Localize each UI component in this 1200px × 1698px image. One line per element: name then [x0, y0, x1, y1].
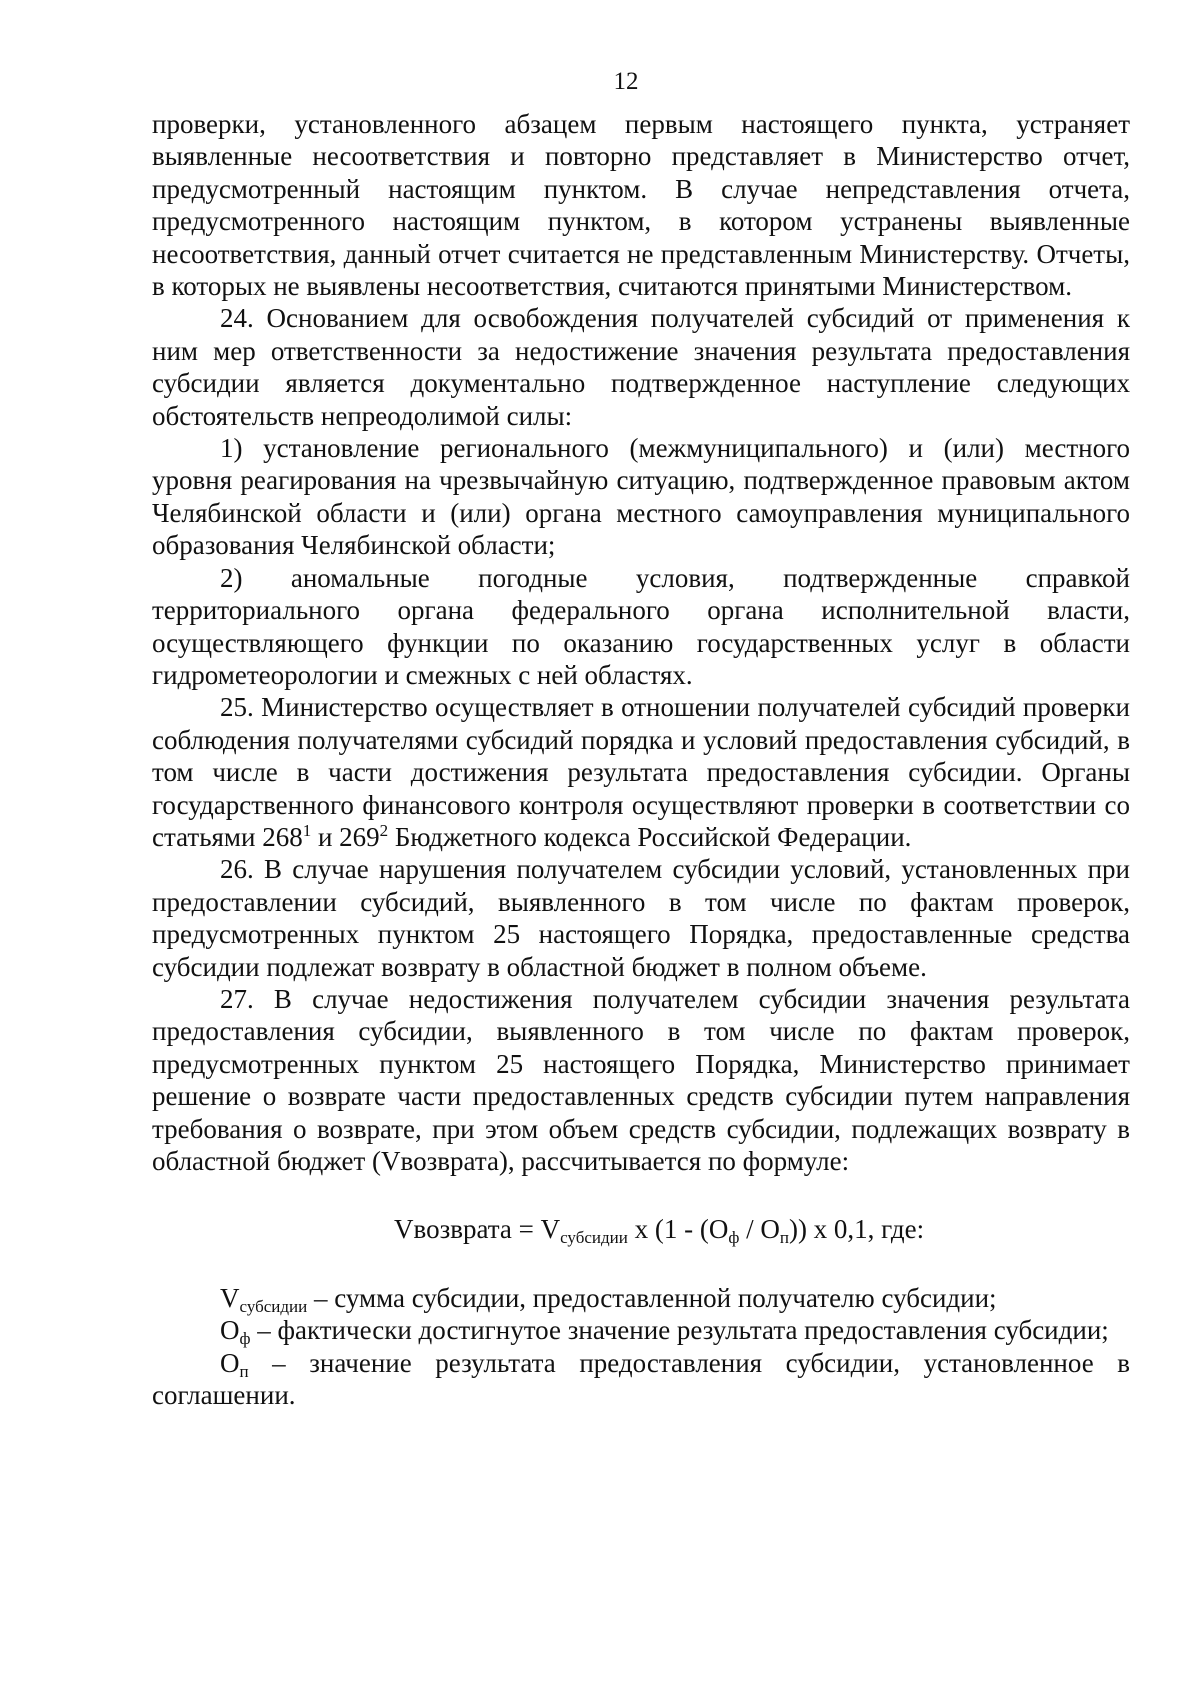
formula-slash: / O — [739, 1214, 780, 1245]
formula-mid: x (1 - (O — [627, 1214, 729, 1245]
definition-of-subscript: ф — [239, 1329, 251, 1349]
definition-op-text: – значение результата предоставления субсидии, установленное в соглашении. — [152, 1347, 1130, 1411]
paragraph-25 — [152, 691, 1130, 853]
formula-subscript-plan: п — [779, 1228, 789, 1248]
return-formula — [152, 1213, 1130, 1248]
formula-subscript-fact: ф — [728, 1228, 740, 1248]
definition-o-fact — [152, 1314, 1130, 1349]
paragraph-25-text-b: и 269 — [311, 821, 380, 852]
definition-o-plan — [152, 1347, 1130, 1412]
formula-lhs: Vвозврата = V — [394, 1214, 561, 1245]
formula-subscript-subsidy: субсидии — [560, 1228, 628, 1248]
paragraph-continuation: проверки, установленного абзацем первым настоящего пункта, устраняет выявленные несоответствия и повторно представляет в Министерство отчет, предусмотренный настоящим пунктом. В случае непредставления отчета, предусмотренного настоящим пунктом, в котором устранены выявленные несоответствия, данный отчет считается не представленным Министерству. Отчеты, в которых не выявлены несоответствия, считаются принятыми Министерством. — [152, 109, 1130, 302]
paragraph-25-text-c: Бюджетного кодекса Российской Федерации. — [388, 821, 912, 852]
paragraph-27: 27. В случае недостижения получателем субсидии значения результата предоставления субсидии, выявленного в том числе по фактам проверок, предусмотренных пунктом 25 настоящего Порядка, Министерство принимает решение о возврате части предоставленных средств субсидии путем направления требования о возврате, при этом объем средств субсидии, подлежащих возврату в областной бюджет (Vвозврата), рассчитывается по формуле: — [152, 983, 1130, 1176]
definition-v-subscript: субсидии — [239, 1296, 308, 1316]
definition-of-text: – фактически достигнутое значение результата предоставления субсидии; — [250, 1315, 1109, 1346]
paragraph-24-item-2: 2) аномальные погодные условия, подтвержденные справкой территориального органа федерального органа исполнительной власти, осуществляющего функции по оказанию государственных услуг в области гидрометеорологии и смежных с ней областях. — [152, 562, 1130, 690]
paragraph-26: 26. В случае нарушения получателем субсидии условий, установленных при предоставлении субсидий, выявленного в том числе по фактам проверок, предусмотренных пунктом 25 настоящего Порядка, предоставленные средства субсидии подлежат возврату в областной бюджет в полном объеме. — [152, 854, 1130, 982]
paragraph-24-item-1: 1) установление регионального (межмуниципального) и (или) местного уровня реагирования на чрезвычайную ситуацию, подтвержденное правовым актом Челябинской области и (или) органа местного самоуправления муниципального образования Челябинской области; — [152, 433, 1130, 561]
definition-op-symbol: O — [220, 1347, 240, 1378]
article-268-superscript: 1 — [302, 820, 312, 840]
definition-op-subscript: п — [239, 1361, 249, 1381]
definition-v-symbol: V — [220, 1282, 240, 1313]
article-269-superscript: 2 — [379, 820, 389, 840]
paragraph-24: 24. Основанием для освобождения получателей субсидий от применения к ним мер ответственности за недостижение значения результата предоставления субсидии является документально подтвержденное наступление следующих обстоятельств непреодолимой силы: — [152, 303, 1130, 431]
definition-of-symbol: O — [220, 1315, 240, 1346]
definition-v-text: – сумма субсидии, предоставленной получателю субсидии; — [307, 1282, 997, 1313]
paragraph-25-text-a: 25. Министерство осуществляет в отношении получателей субсидий проверки соблюдения получателями субсидий порядка и условий предоставления субсидий, в том числе в части достижения результата предоставления субсидии. Органы государственного финансового контроля осуществляют проверки в соответствии со статьями 268 — [152, 692, 1130, 852]
document-body — [152, 108, 1130, 1411]
page-number: 12 — [613, 68, 639, 95]
formula-rhs: )) x 0,1, где: — [788, 1214, 925, 1245]
definition-v-subsidy — [152, 1282, 1130, 1314]
